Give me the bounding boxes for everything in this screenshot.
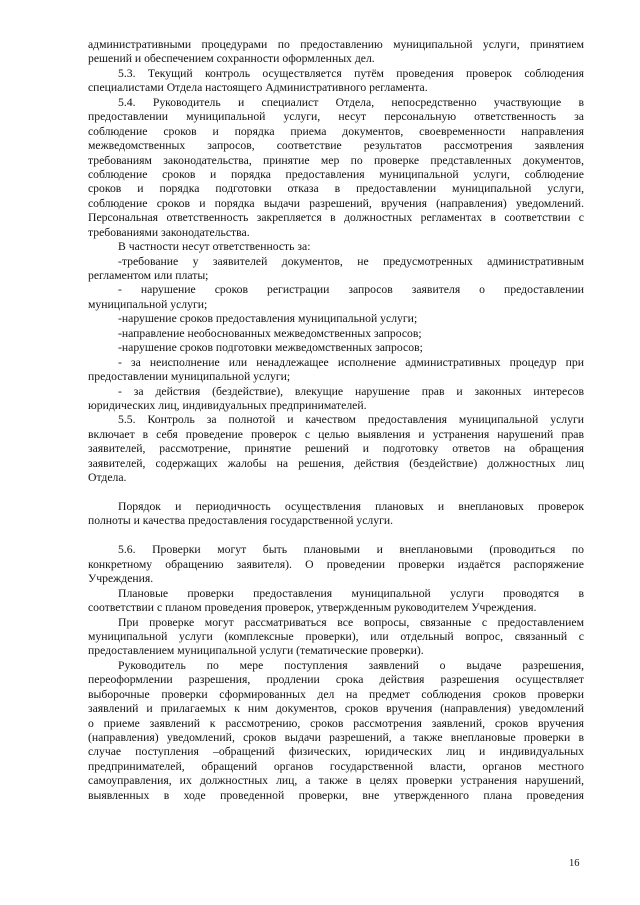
text-line: -направление необоснованных межведомственных запросов; (118, 326, 422, 340)
text-line: -требование у заявителей документов, не предусмотренных административным (118, 254, 584, 268)
text-line: о приеме заявлений к рассмотрению, сроков рассмотрения заявлений, сроков вручения (88, 716, 584, 730)
text-line: - за неисполнение или ненадлежащее исполнение административных процедур при (118, 355, 584, 369)
text-line: -нарушение сроков подготовки межведомственных запросов; (118, 341, 423, 355)
paragraph (88, 312, 584, 326)
text-line: Отдела. (88, 471, 127, 485)
paragraph (88, 356, 584, 385)
paragraph (88, 67, 584, 96)
text-line: В частности несут ответственность за: (118, 240, 311, 254)
text-line: требованиям законодательства, принятие мер по проверке представленных документов, (88, 153, 584, 167)
paragraph (88, 659, 584, 803)
text-line: соблюдение сроков и порядка выдачи разрешений, вручения (направления) уведомлений. (88, 196, 584, 210)
text-line: межведомственных запросов, соответствие результатов рассмотрения заявления (88, 139, 584, 153)
paragraph (88, 96, 584, 240)
text-line: выборочные проверки сформированных дел на предмет соблюдения сроков проверки (88, 687, 584, 701)
text-line: заявителей, рассмотрение, принятие решений и подготовку ответов на обращения (88, 442, 584, 456)
blank-line (88, 529, 584, 543)
paragraph (88, 587, 584, 616)
text-line: соблюдение сроков и порядка предоставления муниципальной услуги, соблюдение (88, 167, 584, 181)
paragraph (88, 341, 584, 355)
text-line: включает в себя проведение проверок с целью выявления и устранения нарушений прав (88, 427, 584, 441)
text-line: При проверке могут рассматриваться все вопросы, связанные с предоставлением (118, 615, 584, 629)
text-line: - за действия (бездействие), влекущие нарушение прав и законных интересов (118, 384, 584, 398)
paragraph (88, 283, 584, 312)
text-line: самоуправления, их должностных лиц, а также в целях проверки устранения нарушений, (88, 774, 584, 788)
text-line: заявлений и прилагаемых к ним документов, сроков вручения (направления) уведомлений (88, 702, 584, 716)
text-line: требованиями законодательства. (88, 225, 250, 239)
text-line: -нарушение сроков предоставления муниципальной услуги; (118, 312, 418, 326)
paragraph (88, 385, 584, 414)
text-line: Плановые проверки предоставления муниципальной услуги проводятся в (118, 586, 584, 600)
text-line: регламентом или платы; (88, 269, 209, 282)
paragraph (88, 616, 584, 659)
text-line: юридических лиц, индивидуальных предпринимателей. (88, 398, 367, 412)
text-line: заявителей, содержащих жалобы на решения, действия (бездействие) должностных лиц (88, 456, 584, 470)
text-line: административными процедурами по предоставлению муниципальной услуги, принятием (88, 38, 584, 51)
page-number: 16 (569, 858, 580, 869)
paragraph (88, 38, 584, 67)
text-line: - нарушение сроков регистрации запросов заявителя о предоставлении (118, 283, 584, 297)
text-line: 5.5. Контроль за полнотой и качеством предоставления муниципальной услуги (118, 413, 584, 427)
paragraph (88, 500, 584, 529)
text-line: специалистами Отдела настоящего Административного регламента. (88, 81, 428, 95)
paragraph (88, 327, 584, 341)
text-line: 5.6. Проверки могут быть плановыми и внеплановыми (проводиться по (118, 543, 584, 557)
text-line: выявленных в ходе проведенной проверки, вне утвержденного плана проведения (88, 788, 584, 802)
text-line: Порядок и периодичность осуществления плановых и внеплановых проверок (118, 500, 584, 513)
paragraph (88, 543, 584, 586)
text-line: Персональная ответственность закрепляется в должностных регламентах в соответствии с (88, 211, 584, 225)
text-line: Учреждения. (88, 572, 154, 586)
text-line: полноты и качества предоставления государственной услуги. (88, 514, 394, 528)
text-line: 5.4. Руководитель и специалист Отдела, непосредственно участвующие в (118, 95, 584, 109)
text-line: Руководитель по мере поступления заявлений о выдаче разрешения, (118, 658, 584, 672)
text-line: решений и обеспечением сохранности оформленных дел. (88, 52, 375, 66)
text-line: предоставлении муниципальной услуги; (88, 370, 291, 384)
text-line: муниципальной услуги (комплексные проверки), или отдельный вопрос, связанный с (88, 629, 584, 643)
text-line: переоформлении разрешения, продлении срока действия разрешения осуществляет (88, 673, 584, 687)
paragraph (88, 413, 584, 485)
text-line: случае поступления –обращений физических, юридических лиц и индивидуальных (88, 745, 584, 759)
text-line: конкретному обращению заявителя). О проведении проверки издаётся распоряжение (88, 557, 584, 571)
text-line: предоставлением муниципальной услуги (тематические проверки). (88, 644, 424, 658)
text-line: муниципальной услуги; (88, 297, 208, 311)
text-line: (направления) уведомлений, сроков выдачи разрешений, а также внеплановые проверки в (88, 731, 584, 744)
text-line: предпринимателей, обращений органов государственной власти, органов местного (88, 759, 584, 773)
paragraph (88, 255, 584, 284)
paragraph (88, 240, 584, 254)
blank-line (88, 486, 584, 500)
text-line: соблюдение сроков и порядка приема документов, своевременности направления (88, 124, 584, 138)
document-body (88, 38, 584, 803)
text-line: предоставлении муниципальной услуги, несут персональную ответственность за (88, 110, 584, 124)
text-line: сроков и порядка подготовки отказа в предоставлении муниципальной услуги, (88, 182, 584, 196)
text-line: 5.3. Текущий контроль осуществляется путём проведения проверок соблюдения (118, 66, 584, 80)
text-line: соответствии с планом проведения проверок, утвержденным руководителем Учреждения. (88, 601, 537, 615)
